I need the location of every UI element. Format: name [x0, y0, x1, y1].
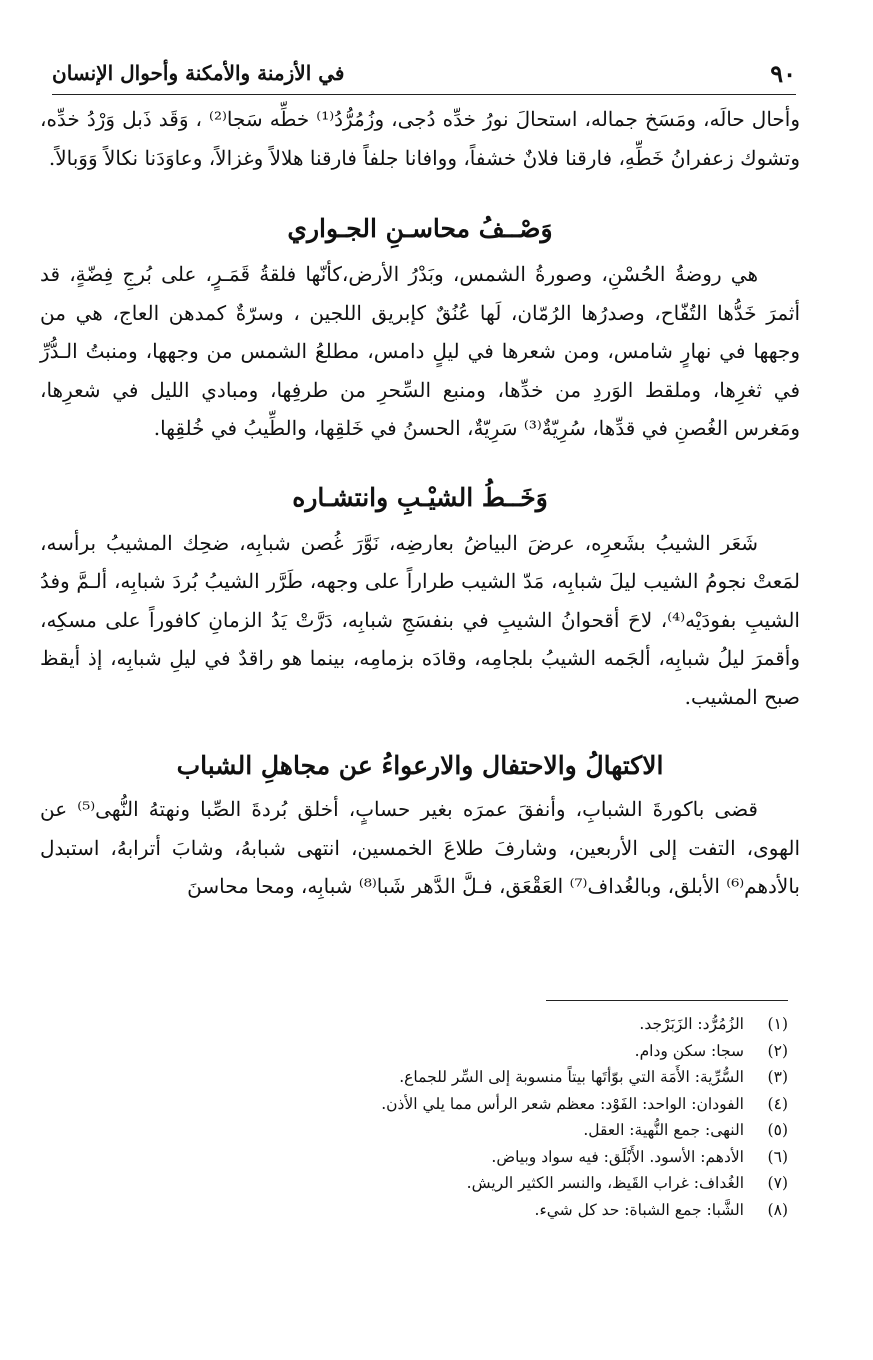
- footnote-separator: [546, 1000, 788, 1001]
- footnote-item: [90, 1117, 788, 1144]
- page-header: [52, 52, 796, 95]
- main-text: [40, 100, 800, 906]
- footnote-item: [90, 1144, 788, 1171]
- paragraph-maturity: قضى باكورةَ الشبابِ، وأنفقَ عمرَه بغير حسابٍ، أخلق بُردةَ الصِّبا ونهتهُ النُّهى⁽⁵⁾ عن الهوى، التفت إلى الأربعين، وشارفَ طلاعَ الخمسين، انتهى شبابهُ، وشابَ أترابهُ، استبدل بالأدهم⁽⁶⁾ الأبلق، وبالغُداف⁽⁷⁾ العَقْعَق، فـلَّ الدَّهر شَبا⁽⁸⁾ شبابِه، ومحا محاسنَ: [40, 797, 800, 898]
- footnote-text: سجا: سكن ودام.: [634, 1041, 744, 1060]
- footnote-text: الأدهم: الأسود. الأَبْلَق: فيه سواد وبياض.: [491, 1147, 744, 1166]
- section-heading-beauty: وَصْــفُ محاسـنِ الجـواري: [287, 214, 553, 243]
- page-number: ٩٠: [770, 58, 796, 88]
- footnote-item: [90, 1038, 788, 1065]
- footnote-text: النهى: جمع النُّهية: العقل.: [583, 1121, 744, 1139]
- paragraph-beauty: هي روضةُ الحُسْنِ، وصورةُ الشمس، وبَدْرُ الأرض،كأنّها فلقةُ قَمَـرٍ، على بُرجِ فِضّةٍ، قد أثمرَ خَدُّها التُفّاح، وصدرُها الرُمّان، لَها عُنُقٌ كإبريق اللجين ، وسرّةٌ كمدهن العاج، هي من وجهها في نهارٍ شامس، ومن شعرها في ليلٍ دامس، مطلعُ الشمس من وجهها، ومنبتُ الـدُّرِّ في ثغرِها، وملقط الوَردِ من خدِّها، ومنبع السِّحرِ من طرفِها، ومبادي الليل في شعرِها، ومَغرس الغُصنِ في قدِّها، سُرِيّةٌ⁽³⁾ سَرِيّةٌ، الحسنُ في خَلقِها، والطِّيبُ في خُلقِها.: [40, 262, 801, 440]
- footnote-number: (٣): [767, 1068, 788, 1086]
- footnote-text: الزُمُرُّد: الزَبَرْجد.: [639, 1015, 744, 1033]
- footnote-item: [90, 1011, 788, 1038]
- footnote-number: (٥): [767, 1121, 788, 1139]
- footnote-item: [90, 1197, 788, 1224]
- footnote-text: الغُداف: غراب القَيظ، والنسر الكثير الريش.: [466, 1174, 744, 1192]
- footnote-number: (٨): [767, 1200, 788, 1219]
- footnote-text: الشَّبا: جمع الشباة: حد كل شيء.: [534, 1200, 744, 1219]
- section-heading-maturity: الاكتهالُ والاحتفال والارعواءُ عن مجاهلِ الشباب: [176, 751, 664, 780]
- footnote-text: الفودان: الواحد: الفَوْد: معظم شعر الرأس مما يلي الأذن.: [381, 1094, 744, 1113]
- footnote-number: (٤): [767, 1094, 788, 1113]
- paragraph-intro: وأحال حالَه، ومَسَخ جماله، استحالَ نورُ خدِّه دُجى، وزُمُرُّدُ⁽¹⁾ خطِّه سَجا⁽²⁾ ، وَقَد ذَبل وَرْدُ خدِّه، وتشوك زعفرانُ خَطِّهِ، فارقنا فلانٌ خشفاً، ووافانا جلفاً فارقنا هلالاً وغزالاً، وعاوَدَنا نكالاً وَوَبالاً.: [40, 107, 801, 170]
- paragraph-gray-hair: شَعَر الشيبُ بشَعرِه، عرضَ البياضُ بعارضِه، نَوَّرَ غُصن شبابِه، ضحِك المشيبُ برأسه، لمَعتْ نجومُ الشيب ليلَ شبابِه، مَدّ الشيب طراراً على وجهه، طَرَّر الشيبُ بُردَ شبابِه، ألـمَّ وفدُ الشيبِ بفودَيْه⁽⁴⁾، لاحَ أقحوانُ الشيبِ في بنفسَجِ شبابِه، دَرَّتْ يَدُ الزمانِ كافوراً على مسكِه، وأقمرَ ليلُ شبابِه، ألجَمه الشيبُ بلجامِه، وقادَه بزمامِه، بينما هو راقدٌ في ليلِ شبابِه، إذ أيقظ صبح المشيب.: [40, 530, 800, 709]
- footnote-item: [90, 1170, 788, 1197]
- footnote-number: (٧): [767, 1174, 788, 1192]
- footnote-text: السُّرِّية: الأَمَة التي بوّأتَها بيتاً منسوبة إلى السِّر للجماع.: [399, 1068, 744, 1086]
- footnotes: [90, 1000, 788, 1223]
- footnote-item: [90, 1064, 788, 1091]
- footnote-item: [90, 1091, 788, 1118]
- running-title: في الأزمنة والأمكنة وأحوال الإنسان: [52, 61, 345, 85]
- section-heading-gray-hair: وَخَــطُ الشيْـبِ وانتشـاره: [292, 482, 548, 512]
- footnote-number: (٢): [767, 1041, 788, 1060]
- footnote-number: (٦): [767, 1147, 788, 1166]
- footnote-number: (١): [767, 1015, 788, 1033]
